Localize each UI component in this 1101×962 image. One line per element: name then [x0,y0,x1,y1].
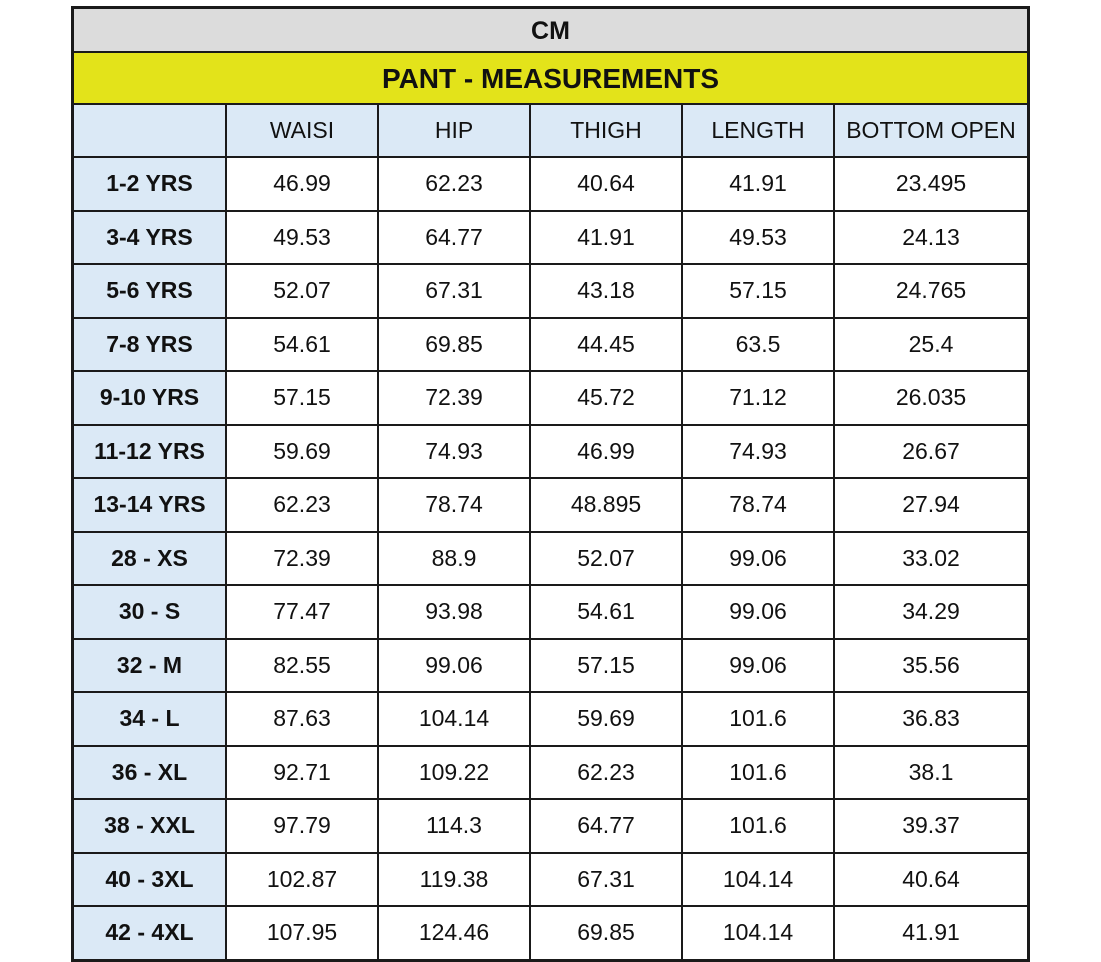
bottom-open-cell: 35.56 [834,639,1027,693]
size-cell: 42 - 4XL [74,906,226,959]
bottom-open-cell: 34.29 [834,585,1027,639]
thigh-cell: 54.61 [530,585,682,639]
hip-cell: 78.74 [378,478,530,532]
waist-cell: 77.47 [226,585,378,639]
bottom-open-cell: 39.37 [834,799,1027,853]
length-cell: 101.6 [682,799,834,853]
thigh-cell: 57.15 [530,639,682,693]
thigh-cell: 48.895 [530,478,682,532]
size-cell: 32 - M [74,639,226,693]
thigh-cell: 64.77 [530,799,682,853]
size-cell: 11-12 YRS [74,425,226,479]
header-waist: WAISI [226,105,378,157]
table-row [74,478,1027,532]
waist-cell: 62.23 [226,478,378,532]
waist-cell: 52.07 [226,264,378,318]
thigh-cell: 62.23 [530,746,682,800]
hip-cell: 72.39 [378,371,530,425]
size-cell: 30 - S [74,585,226,639]
hip-cell: 109.22 [378,746,530,800]
header-corner [74,105,226,157]
bottom-open-cell: 25.4 [834,318,1027,372]
measurement-chart [71,6,1030,962]
bottom-open-cell: 36.83 [834,692,1027,746]
length-cell: 99.06 [682,532,834,586]
waist-cell: 82.55 [226,639,378,693]
table-row [74,639,1027,693]
thigh-cell: 46.99 [530,425,682,479]
length-cell: 57.15 [682,264,834,318]
bottom-open-cell: 26.67 [834,425,1027,479]
thigh-cell: 59.69 [530,692,682,746]
bottom-open-cell: 41.91 [834,906,1027,959]
table-row [74,264,1027,318]
waist-cell: 59.69 [226,425,378,479]
table-row [74,532,1027,586]
bottom-open-cell: 33.02 [834,532,1027,586]
bottom-open-cell: 23.495 [834,157,1027,211]
measurement-table [74,105,1027,959]
waist-cell: 72.39 [226,532,378,586]
length-cell: 104.14 [682,906,834,959]
bottom-open-cell: 24.765 [834,264,1027,318]
length-cell: 71.12 [682,371,834,425]
table-body [74,157,1027,959]
table-row [74,906,1027,959]
table-row [74,211,1027,265]
table-row [74,692,1027,746]
size-cell: 9-10 YRS [74,371,226,425]
bottom-open-cell: 40.64 [834,853,1027,907]
waist-cell: 87.63 [226,692,378,746]
chart-title: PANT - MEASUREMENTS [74,53,1027,105]
waist-cell: 49.53 [226,211,378,265]
length-cell: 99.06 [682,585,834,639]
size-cell: 1-2 YRS [74,157,226,211]
unit-label: CM [74,9,1027,53]
header-length: LENGTH [682,105,834,157]
size-cell: 40 - 3XL [74,853,226,907]
thigh-cell: 69.85 [530,906,682,959]
hip-cell: 67.31 [378,264,530,318]
size-cell: 36 - XL [74,746,226,800]
header-row [74,105,1027,157]
size-cell: 34 - L [74,692,226,746]
length-cell: 63.5 [682,318,834,372]
waist-cell: 97.79 [226,799,378,853]
hip-cell: 119.38 [378,853,530,907]
length-cell: 78.74 [682,478,834,532]
table-row [74,425,1027,479]
length-cell: 99.06 [682,639,834,693]
size-cell: 28 - XS [74,532,226,586]
waist-cell: 107.95 [226,906,378,959]
waist-cell: 92.71 [226,746,378,800]
header-thigh: THIGH [530,105,682,157]
hip-cell: 93.98 [378,585,530,639]
hip-cell: 104.14 [378,692,530,746]
table-row [74,746,1027,800]
table-row [74,318,1027,372]
table-row [74,371,1027,425]
waist-cell: 46.99 [226,157,378,211]
hip-cell: 62.23 [378,157,530,211]
waist-cell: 54.61 [226,318,378,372]
bottom-open-cell: 26.035 [834,371,1027,425]
header-bottom-open: BOTTOM OPEN [834,105,1027,157]
hip-cell: 88.9 [378,532,530,586]
thigh-cell: 40.64 [530,157,682,211]
table-row [74,853,1027,907]
waist-cell: 102.87 [226,853,378,907]
length-cell: 74.93 [682,425,834,479]
thigh-cell: 67.31 [530,853,682,907]
bottom-open-cell: 38.1 [834,746,1027,800]
table-row [74,799,1027,853]
header-hip: HIP [378,105,530,157]
length-cell: 41.91 [682,157,834,211]
bottom-open-cell: 27.94 [834,478,1027,532]
length-cell: 101.6 [682,692,834,746]
table-row [74,585,1027,639]
table-row [74,157,1027,211]
size-cell: 5-6 YRS [74,264,226,318]
thigh-cell: 41.91 [530,211,682,265]
thigh-cell: 43.18 [530,264,682,318]
size-cell: 7-8 YRS [74,318,226,372]
length-cell: 49.53 [682,211,834,265]
hip-cell: 69.85 [378,318,530,372]
waist-cell: 57.15 [226,371,378,425]
thigh-cell: 52.07 [530,532,682,586]
hip-cell: 114.3 [378,799,530,853]
thigh-cell: 44.45 [530,318,682,372]
hip-cell: 74.93 [378,425,530,479]
size-cell: 3-4 YRS [74,211,226,265]
size-cell: 13-14 YRS [74,478,226,532]
hip-cell: 124.46 [378,906,530,959]
size-cell: 38 - XXL [74,799,226,853]
hip-cell: 64.77 [378,211,530,265]
thigh-cell: 45.72 [530,371,682,425]
length-cell: 104.14 [682,853,834,907]
bottom-open-cell: 24.13 [834,211,1027,265]
hip-cell: 99.06 [378,639,530,693]
length-cell: 101.6 [682,746,834,800]
